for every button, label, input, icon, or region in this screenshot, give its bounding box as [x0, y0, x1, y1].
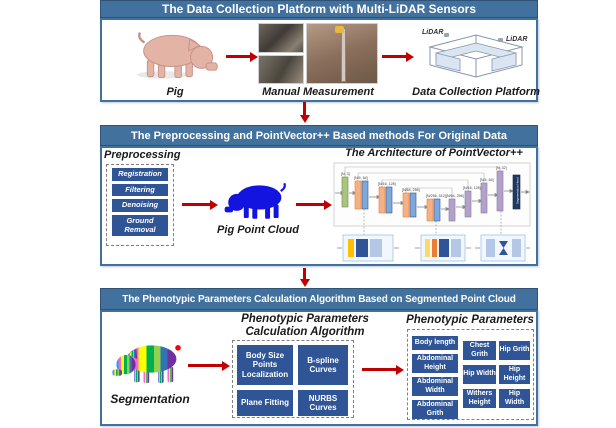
parameter-item: Chest Grith: [463, 341, 496, 360]
measurement-photo-2: [258, 55, 304, 85]
parameters-column-2: [463, 341, 496, 408]
architecture-title: The Architecture of PointVector++: [345, 147, 523, 159]
embedding-block: [342, 177, 348, 207]
dim-label: [N, 3]: [341, 172, 350, 176]
parameter-item: Abdominal Height: [412, 354, 458, 373]
manual-measurement-photos: [258, 23, 378, 84]
pig-point-cloud: [220, 179, 296, 223]
parameter-item: Hip Height: [499, 365, 530, 384]
parameters-column-1: [412, 336, 458, 419]
arrow-measurement-to-platform-icon: [382, 55, 406, 58]
ear-tag-icon: [335, 26, 344, 33]
module-detail-2: [415, 235, 471, 261]
arrow-segmentation-to-algorithm-icon: [188, 364, 222, 367]
arrow-pig-to-measurement-icon: [226, 55, 250, 58]
arrow-algorithm-to-parameters-icon: [362, 368, 396, 371]
lidar-left-label: LiDAR: [422, 29, 444, 36]
parameter-item: Body length: [412, 336, 458, 350]
arrow-cloud-to-network-icon: [296, 203, 324, 206]
manual-measurement-label: Manual Measurement: [262, 86, 374, 98]
point-cloud-label: Pig Point Cloud: [217, 224, 299, 236]
data-collection-platform: [414, 23, 536, 83]
parameters-title: Phenotypic Parameters: [406, 314, 534, 326]
middle-panel-header: The Preprocessing and PointVector++ Based methods For Original Data: [100, 125, 538, 146]
platform-label: Data Collection Platform: [412, 86, 540, 98]
arrow-top-to-middle-icon: [303, 102, 306, 115]
lidar-right-label: LiDAR: [506, 36, 528, 43]
parameters-column-3: [499, 341, 530, 408]
parameter-item: Abdominal Width: [412, 377, 458, 396]
measurement-photo-3: [306, 23, 378, 84]
measuring-stick-icon: [341, 28, 346, 82]
dim-label: [N/16, 128]: [463, 186, 481, 190]
preprocessing-step: Filtering: [112, 184, 168, 197]
parameter-item: Withers Height: [463, 389, 496, 408]
dim-label: [N/64, 256]: [446, 194, 464, 198]
pig-label: Pig: [166, 86, 184, 98]
dim-label: [N, 32]: [496, 166, 507, 170]
arrow-middle-to-bottom-icon: [303, 268, 306, 279]
module-detail-1: [337, 235, 399, 261]
preprocessing-step: Ground Removal: [112, 215, 168, 236]
measurement-photo-1: [258, 23, 304, 53]
parameter-item: Hip Grith: [499, 341, 530, 360]
algorithm-title-line2: Calculation Algorithm: [245, 326, 365, 338]
top-panel-header: The Data Collection Platform with Multi-LiDAR Sensors: [100, 0, 538, 18]
algorithm-item: NURBS Curves: [298, 390, 348, 416]
pointvector-architecture: [333, 159, 532, 265]
parameter-item: Abdominal Grith: [412, 400, 458, 419]
parameter-item: Hip Width: [463, 365, 496, 384]
segmentation-label: Segmentation: [110, 392, 190, 406]
segmented-pig: [110, 338, 190, 388]
algorithm-item: Body Size Points Localization: [237, 345, 293, 385]
parameter-item: Hip Width: [499, 389, 530, 408]
dim-label: [N/256, 512]: [426, 194, 446, 198]
pig-photo: [112, 27, 236, 84]
bottom-panel-header: The Phenotypic Parameters Calculation Algorithm Based on Segmented Point Cloud: [100, 288, 538, 310]
arrow-preprocessing-to-cloud-icon: [182, 203, 210, 206]
algorithm-item: B-spline Curves: [298, 345, 348, 385]
preprocessing-step: Registration: [112, 168, 168, 181]
dim-label: [N/4, 64]: [480, 178, 494, 182]
algorithm-title-line1: Phenotypic Parameters: [241, 313, 369, 325]
dim-label: [N/16, 128]: [378, 182, 396, 186]
segmentation-head-label: Segmentation Head: [515, 177, 520, 204]
algorithm-box: [232, 340, 354, 418]
module-detail-3: [475, 235, 530, 261]
algorithm-item: Plane Fitting: [237, 390, 293, 416]
preprocessing-box: [106, 164, 174, 246]
tail-segment: [175, 345, 181, 351]
dim-label: [N/4, 64]: [354, 176, 368, 180]
preprocessing-step: Denoising: [112, 199, 168, 212]
preprocessing-title: Preprocessing: [104, 149, 181, 161]
dim-label: [N/64, 256]: [402, 188, 420, 192]
